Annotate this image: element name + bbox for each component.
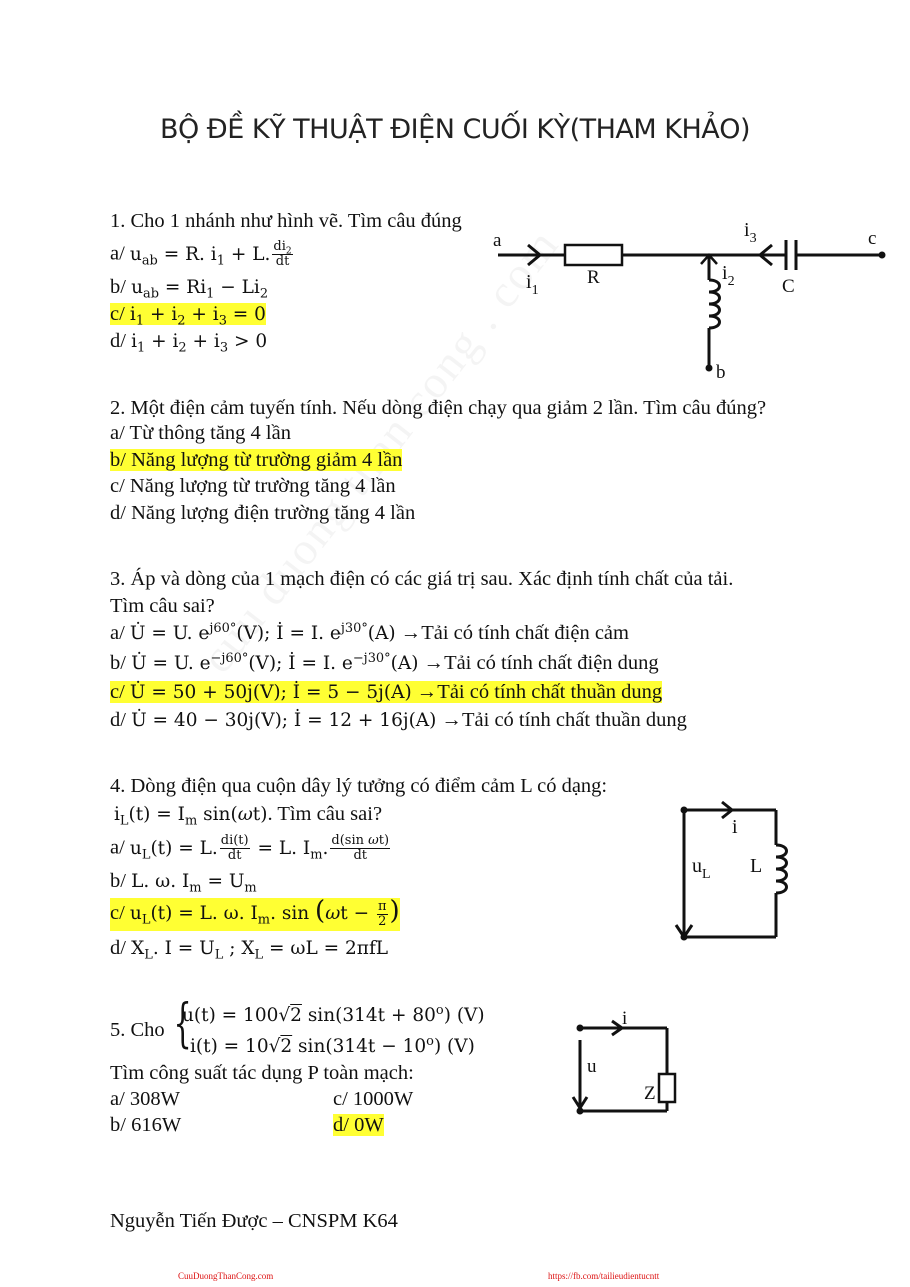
q3-a-formula: U̇ = U. $e^{j60^\circ}(V)$; İ = I. $e^{j30^\circ}(A)$ bbox=[129, 620, 396, 644]
q5-circuit-diagram bbox=[570, 1010, 685, 1120]
q4-option-a: a/ $u_L(t) = L$. $\frac{di(t)}{dt}$ = L. $I_m$. $\frac{\text{d(sin ωt)}}{dt}$ bbox=[110, 834, 392, 863]
q5-impedance-label: Z bbox=[644, 1083, 656, 1104]
q2-option-b: b/ Năng lượng từ trường giảm 4 lần bbox=[110, 449, 403, 471]
q3-stem-line1: 3. Áp và dòng của 1 mạch điện có các giá trị sau. Xác định tính chất của tải. bbox=[110, 568, 734, 590]
q4-option-b: b/ L. ω. $I_m = U_m$ bbox=[110, 870, 257, 896]
q1-b-formula: $u_{ab} = Ri_1 - Li_2$ bbox=[131, 277, 269, 302]
footer-fb-link[interactable]: https://fb.com/tailieudientucntt bbox=[548, 1271, 660, 1281]
q5-brace: { bbox=[173, 994, 192, 1054]
q5-i-formula: i(t) = 10√2 $\sin(314t - 10^o)$ (V) bbox=[190, 1033, 475, 1057]
q2-option-d: d/ Năng lượng điện trường tăng 4 lần bbox=[110, 502, 416, 524]
q4-option-d: d/ $X_L$. $I = U_L$ ; $X_L = \omega L = 2\pi fL$ bbox=[110, 937, 389, 963]
q3-stem-line2: Tìm câu sai? bbox=[110, 595, 215, 617]
q5-option-d: d/ 0W bbox=[333, 1114, 384, 1136]
q1-capacitor-label: C bbox=[782, 276, 795, 297]
q5-u-formula: u(t) = 100√2 $\sin(314t + 80^o)$ (V) bbox=[182, 1002, 485, 1026]
q1-resistor-label: R bbox=[587, 267, 600, 288]
q5-current-i: i bbox=[622, 1010, 628, 1029]
q4-circuit-diagram bbox=[670, 800, 810, 950]
q4-given-formula: $i_L(t) = I_m$ sin(ωt) bbox=[114, 804, 268, 829]
q1-current-i1: $i_1$ bbox=[526, 271, 539, 298]
q5-prefix: 5. Cho bbox=[110, 1019, 165, 1041]
q4-given: $i_L(t) = I_m$ sin(ωt). Tìm câu sai? bbox=[114, 803, 383, 829]
q1-current-i3: $i_3$ bbox=[744, 219, 757, 246]
q3-d-formula: U̇ = 40 − 30j(V); İ = 12 + 16j(A) bbox=[131, 710, 437, 731]
q4-inductor-label: L bbox=[750, 855, 763, 877]
q5-voltage-u: u bbox=[587, 1056, 597, 1077]
q1-option-b: b/ $u_{ab} = Ri_1 - Li_2$ bbox=[110, 276, 269, 302]
q3-option-c: c/ U̇ = 50 + 50j(V); İ = 5 − 5j(A) →Tải có tính chất thuần dung bbox=[110, 681, 663, 703]
q1-node-a: a bbox=[493, 230, 502, 251]
q4-d-formula: $X_L$. $I = U_L$ ; $X_L = \omega L = 2\pi fL$ bbox=[131, 938, 389, 963]
q2-option-c: c/ Năng lượng từ trường tăng 4 lần bbox=[110, 475, 396, 497]
q4-c-formula: $u_L(t) = L$. ω. $I_m$. sin (ωt − $\frac{\pi}{2}$ ) bbox=[129, 896, 400, 929]
q4-b-formula: L. ω. $I_m = U_m$ bbox=[131, 871, 257, 896]
q3-option-b: b/ U̇ = U. $e^{-j60^\circ}(V)$; İ = I. $e^{-j30^\circ}(A)$ →Tải có tính chất điện dung bbox=[110, 650, 659, 674]
q4-stem: 4. Dòng điện qua cuộn dây lý tưởng có điểm cảm L có dạng: bbox=[110, 775, 608, 797]
q3-option-a: a/ U̇ = U. $e^{j60^\circ}(V)$; İ = I. $e^{j30^\circ}(A)$ →Tải có tính chất điện cảm bbox=[110, 620, 629, 644]
q3-b-formula: U̇ = U. $e^{-j60^\circ}(V)$; İ = I. $e^{-j30^\circ}(A)$ bbox=[131, 650, 419, 674]
q1-option-c: c/ $i_1 + i_2 + i_3 = 0$ bbox=[110, 303, 266, 329]
q4-current-i: i bbox=[732, 816, 738, 838]
q1-node-b: b bbox=[716, 362, 726, 383]
q5-ask: Tìm công suất tác dụng P toàn mạch: bbox=[110, 1062, 414, 1084]
q3-option-d: d/ U̇ = 40 − 30j(V); İ = 12 + 16j(A) →Tải có tính chất thuần dung bbox=[110, 709, 687, 731]
q1-d-formula: $i_1 + i_2 + i_3 > 0$ bbox=[131, 331, 268, 356]
q1-a-formula: $u_{ab} = R$. $i_1 + L$. $\frac{di_2}{dt}$ bbox=[129, 239, 292, 269]
q5-option-a: a/ 308W bbox=[110, 1088, 181, 1110]
q1-circuit-diagram bbox=[490, 218, 890, 383]
page-title: BỘ ĐỀ KỸ THUẬT ĐIỆN CUỐI KỲ(THAM KHẢO) bbox=[159, 114, 751, 145]
q1-option-a: a/ $u_{ab} = R$. $i_1 + L$. $\frac{di_2}{dt}$ bbox=[110, 240, 295, 269]
q4-voltage-uL: $u_L$ bbox=[692, 855, 711, 882]
author-line: Nguyễn Tiến Được – CNSPM K64 bbox=[110, 1210, 398, 1232]
q5-option-c: c/ 1000W bbox=[333, 1088, 414, 1110]
footer-site-link[interactable]: CuuDuongThanCong.com bbox=[178, 1271, 274, 1281]
q4-option-c: c/ $u_L(t) = L$. ω. $I_m$. sin (ωt − $\frac{\pi}{2}$ ) bbox=[110, 896, 400, 929]
q2-stem: 2. Một điện cảm tuyến tính. Nếu dòng điện chạy qua giảm 2 lần. Tìm câu đúng? bbox=[110, 397, 767, 419]
q2-option-a: a/ Từ thông tăng 4 lần bbox=[110, 422, 291, 444]
q1-option-d: d/ $i_1 + i_2 + i_3 > 0$ bbox=[110, 330, 268, 356]
q1-current-i2: $i_2$ bbox=[722, 262, 735, 289]
q1-stem: 1. Cho 1 nhánh như hình vẽ. Tìm câu đúng bbox=[110, 210, 462, 232]
q5-option-b: b/ 616W bbox=[110, 1114, 182, 1136]
q3-c-formula: U̇ = 50 + 50j(V); İ = 5 − 5j(A) bbox=[129, 682, 412, 703]
q1-node-c: c bbox=[868, 228, 877, 249]
q4-a-formula: $u_L(t) = L$. $\frac{di(t)}{dt}$ = L. $I_m$. $\frac{\text{d(sin ωt)}}{dt}$ bbox=[129, 833, 390, 863]
q1-c-formula: $i_1 + i_2 + i_3 = 0$ bbox=[129, 304, 266, 329]
